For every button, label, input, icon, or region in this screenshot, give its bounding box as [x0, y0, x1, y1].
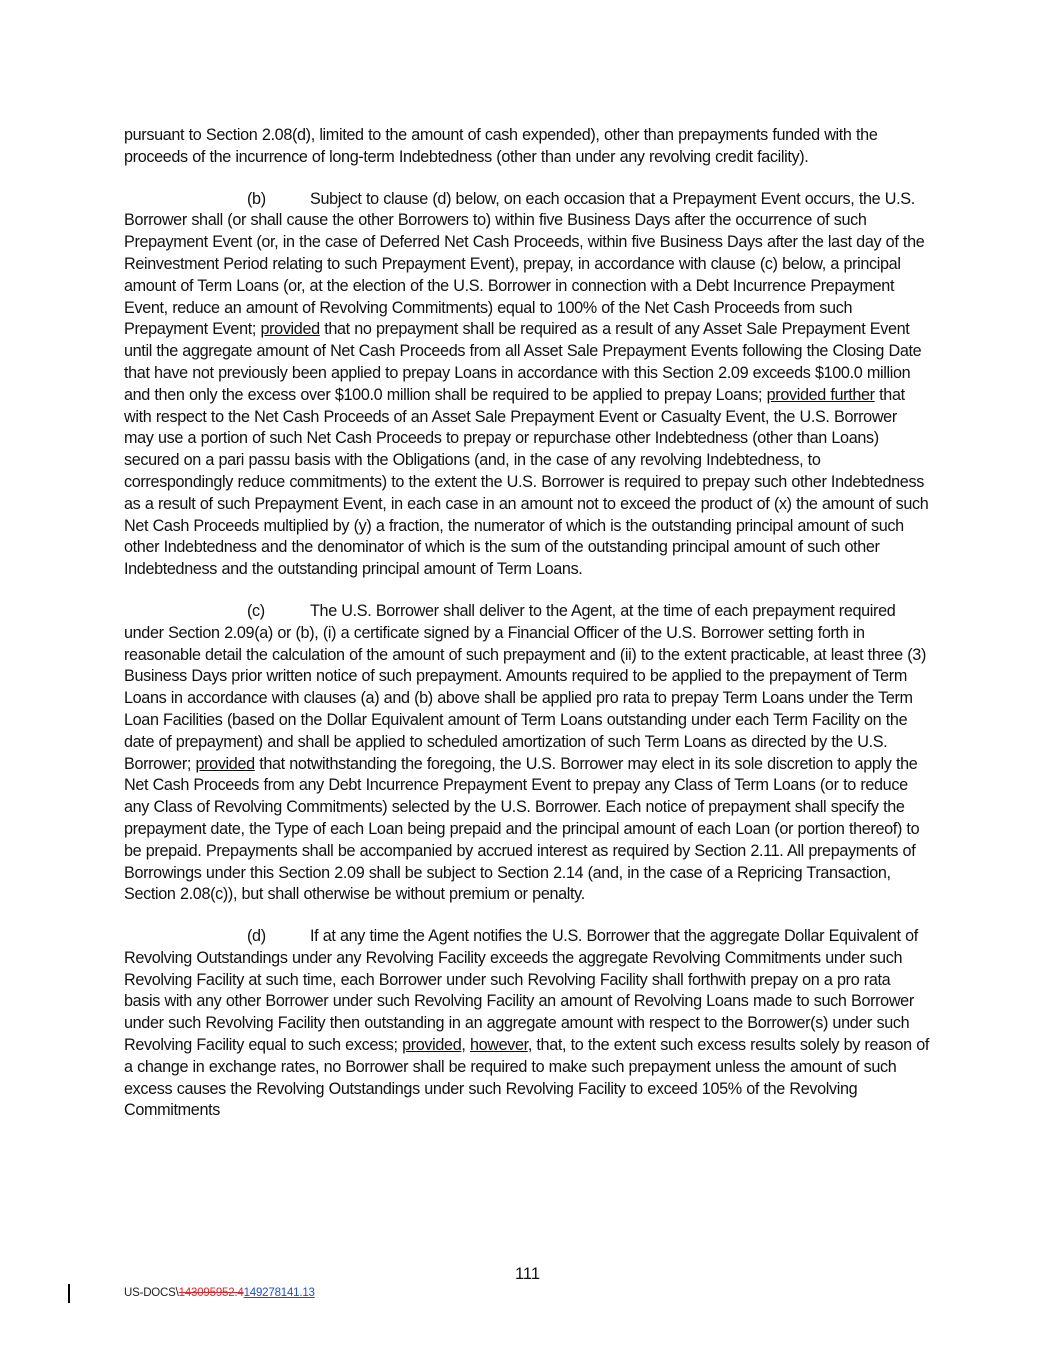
paragraph-c — [124, 601, 930, 906]
paragraph-text: that with respect to the Net Cash Proceeds of an Asset Sale Prepayment Event or Casualty Event, the U.S. Borrower may use a portion of such Net Cash Proceeds to prepay or repurchase other Indebtedness (other than Loans) secured on a pari passu basis with the Obligations (and, in the case of any revolving Indebtedness, to correspondingly reduce commitments) to the extent the U.S. Borrower is required to prepay such other Indebtedness as a result of such Prepayment Event, in each case in an amount not to exceed the product of (x) the amount of such Net Cash Proceeds multiplied by (y) a fraction, the numerator of which is the outstanding principal amount of such other Indebtedness and the denominator of which is the sum of the outstanding principal amount of such other Indebtedness and the outstanding principal amount of Term Loans. — [124, 385, 929, 579]
change-bar — [68, 1284, 70, 1303]
underlined-term: however — [469, 1036, 528, 1055]
document-id-footer — [124, 1287, 315, 1299]
paragraph-text: that notwithstanding the foregoing, the U.S. Borrower may elect in its sole discretion to apply the Net Cash Proceeds from any Debt Incurrence Prepayment Event to prepay any Class of Term Loans (or to reduce any Class of Revolving Commitments) selected by the U.S. Borrower. Each notice of prepayment shall specify the prepayment date, the Type of each Loan being prepaid and the principal amount of each Loan (or portion thereof) to be prepaid. Prepayments shall be accompanied by accrued interest as required by Section 2.11. All prepayments of Borrowings under this Section 2.09 shall be subject to Section 2.14 (and, in the case of a Repricing Transaction, Section 2.08(c)), but shall otherwise be without premium or penalty. — [124, 754, 920, 904]
clause-label: (d) — [247, 927, 266, 946]
underlined-term: provided — [402, 1036, 462, 1055]
underlined-term: provided further — [766, 385, 875, 404]
paragraph-d — [124, 926, 930, 1122]
paragraph-text: If at any time the Agent notifies the U.S. Borrower that the aggregate Dollar Equivalent of Revolving Outstandings under any Revolving Facility exceeds the aggregate Revolving Commitments under such Revolving Facility at such time, each Borrower under such Revolving Facility shall forthwith prepay on a pro rata basis with any other Borrower under such Revolving Facility an amount of Revolving Loans made to such Borrower under such Revolving Facility then outstanding in an aggregate amount with respect to the Borrower(s) under such Revolving Facility equal to such excess; — [124, 927, 918, 1055]
underlined-term: provided — [195, 754, 255, 773]
doc-id-inserted: 149278141.13 — [243, 1287, 315, 1299]
clause-label: (c) — [247, 601, 265, 620]
document-body — [124, 125, 930, 1142]
doc-id-deleted: 143095952.4 — [178, 1287, 244, 1299]
paragraph-continuation — [124, 125, 930, 169]
paragraph-text: , that, to the extent such excess results solely by reason of a change in exchange rates, no Borrower shall be required to make such prepayment unless the amount of such excess causes the Revolving Outstandings under such Revolving Facility to exceed 105% of the Revolving Commitments — [124, 1036, 930, 1120]
underlined-term: provided — [260, 320, 320, 339]
paragraph-text: pursuant to Section 2.08(d), limited to the amount of cash expended), other than prepayments funded with the proceeds of the incurrence of long-term Indebtedness (other than under any revolving credit facility). — [124, 126, 878, 166]
paragraph-text: that no prepayment shall be required as a result of any Asset Sale Prepayment Event until the aggregate amount of Net Cash Proceeds from all Asset Sale Prepayment Events following the Closing Date that have not previously been applied to prepay Loans in accordance with this Section 2.09 exceeds $100.0 million and then only the excess over $100.0 million shall be required to be applied to prepay Loans; — [124, 320, 922, 404]
clause-label: (b) — [247, 189, 266, 208]
doc-id-prefix: US-DOCS\ — [124, 1287, 179, 1299]
separator-text: , — [461, 1036, 470, 1055]
paragraph-text: The U.S. Borrower shall deliver to the Agent, at the time of each prepayment required under Section 2.09(a) or (b), (i) a certificate signed by a Financial Officer of the U.S. Borrower setting forth in reasonable detail the calculation of the amount of such prepayment and (ii) to the extent practicable, at least three (3) Business Days prior written notice of such prepayment. Amounts required to be applied to the prepayment of Term Loans in accordance with clauses (a) and (b) above shall be applied pro rata to prepay Term Loans under the Term Loan Facilities (based on the Dollar Equivalent amount of Term Loans outstanding under each Term Facility on the date of prepayment) and shall be applied to scheduled amortization of such Term Loans as directed by the U.S. Borrower; — [124, 601, 926, 773]
paragraph-b — [124, 189, 930, 581]
paragraph-text: Subject to clause (d) below, on each occasion that a Prepayment Event occurs, the U.S. Borrower shall (or shall cause the other Borrowers to) within five Business Days after the occurrence of such Prepayment Event (or, in the case of Deferred Net Cash Proceeds, within five Business Days after the last day of the Reinvestment Period relating to such Prepayment Event), prepay, in accordance with clause (c) below, a principal amount of Term Loans (or, at the election of the U.S. Borrower in connection with a Debt Incurrence Prepayment Event, reduce an amount of Revolving Commitments) equal to 100% of the Net Cash Proceeds from such Prepayment Event; — [124, 189, 925, 339]
page-number: 111 — [514, 1265, 541, 1283]
